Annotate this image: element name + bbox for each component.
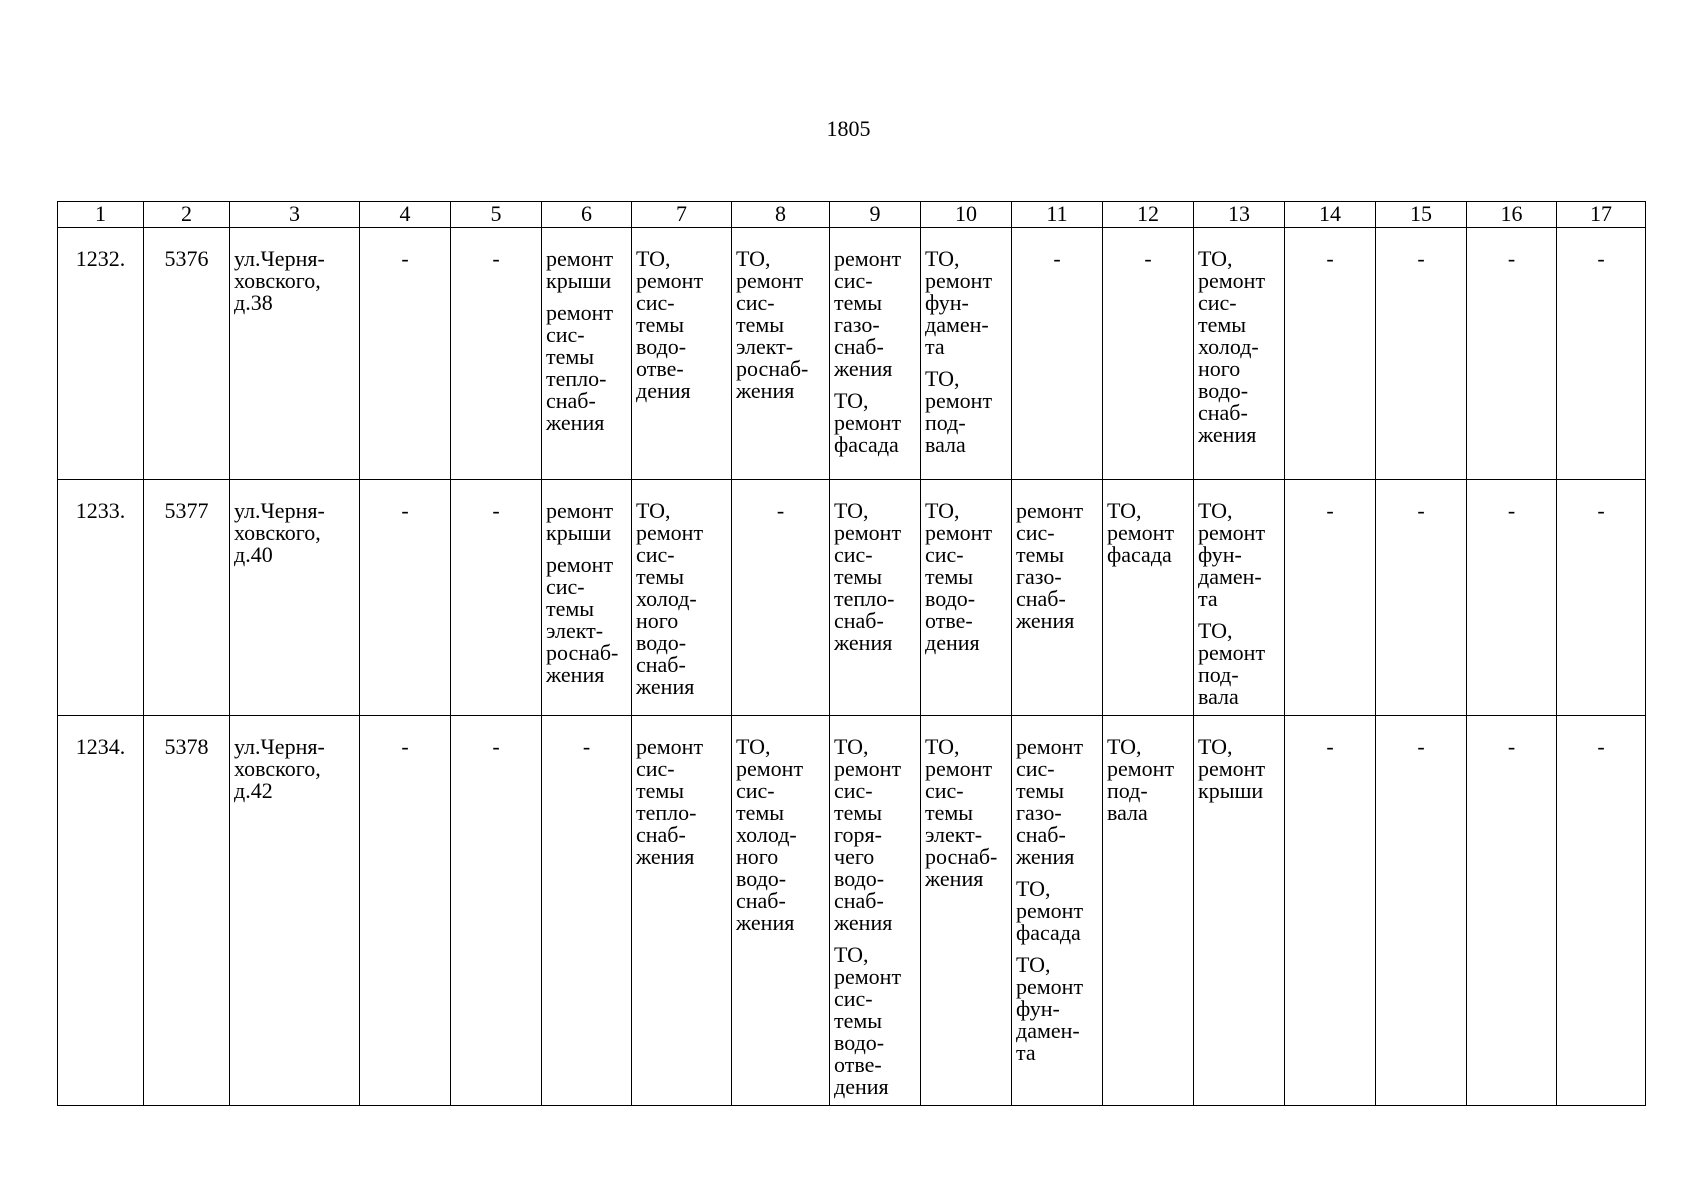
empty-cell-col-14-text: - bbox=[1326, 734, 1334, 759]
empty-cell-col-14 bbox=[1285, 716, 1376, 1106]
empty-cell-col-12-text: - bbox=[1144, 246, 1152, 271]
empty-cell-col-4 bbox=[360, 480, 451, 716]
empty-cell-col-4-text: - bbox=[401, 246, 409, 271]
empty-cell-col-5-text: - bbox=[492, 734, 500, 759]
empty-cell-col-11 bbox=[1012, 228, 1103, 480]
empty-cell-col-5-text: - bbox=[492, 498, 500, 523]
row-number-cell-text: 1232. bbox=[75, 246, 126, 271]
work-entry: ТО, ремонт сис- темы водо- отве- дения bbox=[636, 246, 704, 403]
object-code-cell-text: 5376 bbox=[164, 246, 209, 271]
column-header-16: 16 bbox=[1467, 202, 1557, 228]
object-code-cell bbox=[144, 228, 230, 480]
work-cell-col-10 bbox=[921, 716, 1012, 1106]
work-entry: ТО, ремонт фасада bbox=[834, 388, 902, 457]
column-header-7: 7 bbox=[632, 202, 732, 228]
empty-cell-col-15 bbox=[1376, 228, 1467, 480]
empty-cell-col-8-text: - bbox=[776, 498, 785, 523]
column-header-14: 14 bbox=[1285, 202, 1376, 228]
empty-cell-col-15-text: - bbox=[1417, 246, 1425, 271]
repair-schedule-table bbox=[57, 201, 1646, 1106]
empty-cell-col-5 bbox=[451, 716, 542, 1106]
column-header-5: 5 bbox=[451, 202, 542, 228]
row-number-cell bbox=[58, 228, 144, 480]
column-header-6: 6 bbox=[542, 202, 632, 228]
column-header-13: 13 bbox=[1194, 202, 1285, 228]
empty-cell-col-14 bbox=[1285, 228, 1376, 480]
work-cell-col-10 bbox=[921, 228, 1012, 480]
work-cell-col-10 bbox=[921, 480, 1012, 716]
empty-cell-col-15-text: - bbox=[1417, 734, 1425, 759]
work-entry: ремонт сис- темы газо- снаб- жения bbox=[834, 246, 902, 381]
work-cell-col-7 bbox=[632, 480, 732, 716]
column-header-10: 10 bbox=[921, 202, 1012, 228]
work-cell-col-9 bbox=[830, 716, 921, 1106]
table-row bbox=[58, 228, 1646, 480]
empty-cell-col-16-text: - bbox=[1507, 734, 1516, 759]
work-cell-col-13 bbox=[1194, 480, 1285, 716]
work-entry: ТО, ремонт сис- темы водо- отве- дения bbox=[834, 942, 902, 1099]
work-cell-col-7 bbox=[632, 716, 732, 1106]
work-entry: ремонт сис- темы элект- роснаб- жения bbox=[546, 552, 619, 687]
empty-cell-col-4-text: - bbox=[401, 734, 409, 759]
work-entry: ТО, ремонт под- вала bbox=[1107, 734, 1175, 825]
work-cell-col-8 bbox=[732, 228, 830, 480]
empty-cell-col-16 bbox=[1467, 480, 1557, 716]
column-header-4: 4 bbox=[360, 202, 451, 228]
object-code-cell-text: 5378 bbox=[164, 734, 209, 759]
work-cell-col-9 bbox=[830, 480, 921, 716]
work-entry: ремонт сис- темы тепло- снаб- жения bbox=[546, 300, 614, 435]
empty-cell-col-5 bbox=[451, 228, 542, 480]
work-entry: ТО, ремонт фун- дамен- та bbox=[925, 246, 993, 359]
work-cell-col-13 bbox=[1194, 716, 1285, 1106]
empty-cell-col-17 bbox=[1557, 716, 1646, 1106]
column-header-2: 2 bbox=[144, 202, 230, 228]
empty-cell-col-15 bbox=[1376, 716, 1467, 1106]
work-entry: ремонт крыши bbox=[546, 498, 614, 545]
column-header-1: 1 bbox=[58, 202, 144, 228]
address-cell-text: ул.Черня- ховского, д.38 bbox=[234, 246, 325, 315]
work-entry: ТО, ремонт сис- темы элект- роснаб- жения bbox=[925, 734, 998, 891]
column-header-3: 3 bbox=[230, 202, 360, 228]
empty-cell-col-4-text: - bbox=[401, 498, 409, 523]
empty-cell-col-17-text: - bbox=[1597, 734, 1605, 759]
address-cell bbox=[230, 480, 360, 716]
empty-cell-col-17 bbox=[1557, 480, 1646, 716]
empty-cell-col-17 bbox=[1557, 228, 1646, 480]
work-entry: ремонт крыши bbox=[546, 246, 614, 293]
column-header-8: 8 bbox=[732, 202, 830, 228]
column-header-15: 15 bbox=[1376, 202, 1467, 228]
empty-cell-col-4 bbox=[360, 228, 451, 480]
work-cell-col-6 bbox=[542, 480, 632, 716]
work-cell-col-7 bbox=[632, 228, 732, 480]
empty-cell-col-5 bbox=[451, 480, 542, 716]
work-entry: ТО, ремонт сис- темы горя- чего водо- снаб- жения bbox=[834, 734, 902, 935]
empty-cell-col-12 bbox=[1103, 228, 1194, 480]
work-entry: ТО, ремонт сис- темы тепло- снаб- жения bbox=[834, 498, 902, 655]
address-cell bbox=[230, 228, 360, 480]
object-code-cell bbox=[144, 480, 230, 716]
work-cell-col-6 bbox=[542, 228, 632, 480]
row-number-cell-text: 1234. bbox=[75, 734, 126, 759]
column-header-9: 9 bbox=[830, 202, 921, 228]
object-code-cell-text: 5377 bbox=[164, 498, 209, 523]
work-entry: ТО, ремонт сис- темы холод- ного водо- снаб- жения bbox=[1198, 246, 1266, 447]
work-cell-col-9 bbox=[830, 228, 921, 480]
column-header-11: 11 bbox=[1012, 202, 1103, 228]
empty-cell-col-17-text: - bbox=[1597, 498, 1605, 523]
work-entry: ТО, ремонт сис- темы элект- роснаб- жения bbox=[736, 246, 809, 403]
work-entry: ремонт сис- темы тепло- снаб- жения bbox=[636, 734, 704, 869]
work-entry: ремонт сис- темы газо- снаб- жения bbox=[1016, 734, 1084, 869]
empty-cell-col-8 bbox=[732, 480, 830, 716]
empty-cell-col-16-text: - bbox=[1507, 246, 1516, 271]
address-cell-text: ул.Черня- ховского, д.40 bbox=[234, 498, 325, 567]
empty-cell-col-5-text: - bbox=[492, 246, 500, 271]
work-entry: ТО, ремонт сис- темы холод- ного водо- снаб- жения bbox=[636, 498, 704, 699]
empty-cell-col-11-text: - bbox=[1053, 246, 1061, 271]
empty-cell-col-16-text: - bbox=[1507, 498, 1516, 523]
work-entry: ТО, ремонт фасада bbox=[1016, 876, 1084, 945]
work-cell-col-13 bbox=[1194, 228, 1285, 480]
empty-cell-col-15 bbox=[1376, 480, 1467, 716]
work-entry: ТО, ремонт крыши bbox=[1198, 734, 1266, 803]
empty-cell-col-16 bbox=[1467, 716, 1557, 1106]
header-row bbox=[58, 202, 1646, 228]
address-cell-text: ул.Черня- ховского, д.42 bbox=[234, 734, 325, 803]
work-entry: ТО, ремонт сис- темы холод- ного водо- снаб- жения bbox=[736, 734, 804, 935]
table-row bbox=[58, 480, 1646, 716]
object-code-cell bbox=[144, 716, 230, 1106]
work-entry: ремонт сис- темы газо- снаб- жения bbox=[1016, 498, 1084, 633]
work-cell-col-12 bbox=[1103, 480, 1194, 716]
work-entry: ТО, ремонт фун- дамен- та bbox=[1198, 498, 1266, 611]
address-cell bbox=[230, 716, 360, 1106]
empty-cell-col-14-text: - bbox=[1326, 498, 1334, 523]
column-header-12: 12 bbox=[1103, 202, 1194, 228]
page-number: 1805 bbox=[826, 116, 871, 141]
work-cell-col-11 bbox=[1012, 480, 1103, 716]
row-number-cell-text: 1233. bbox=[75, 498, 126, 523]
empty-cell-col-4 bbox=[360, 716, 451, 1106]
work-entry: ТО, ремонт фун- дамен- та bbox=[1016, 952, 1084, 1065]
row-number-cell bbox=[58, 480, 144, 716]
empty-cell-col-14-text: - bbox=[1326, 246, 1334, 271]
table-row bbox=[58, 716, 1646, 1106]
work-cell-col-8 bbox=[732, 716, 830, 1106]
work-entry: ТО, ремонт под- вала bbox=[925, 366, 993, 457]
empty-cell-col-6-text: - bbox=[582, 734, 591, 759]
empty-cell-col-15-text: - bbox=[1417, 498, 1425, 523]
empty-cell-col-16 bbox=[1467, 228, 1557, 480]
work-entry: ТО, ремонт под- вала bbox=[1198, 618, 1266, 709]
work-entry: ТО, ремонт сис- темы водо- отве- дения bbox=[925, 498, 993, 655]
work-cell-col-11 bbox=[1012, 716, 1103, 1106]
empty-cell-col-6 bbox=[542, 716, 632, 1106]
work-cell-col-12 bbox=[1103, 716, 1194, 1106]
empty-cell-col-14 bbox=[1285, 480, 1376, 716]
column-header-17: 17 bbox=[1557, 202, 1646, 228]
work-entry: ТО, ремонт фасада bbox=[1107, 498, 1175, 567]
empty-cell-col-17-text: - bbox=[1597, 246, 1605, 271]
row-number-cell bbox=[58, 716, 144, 1106]
